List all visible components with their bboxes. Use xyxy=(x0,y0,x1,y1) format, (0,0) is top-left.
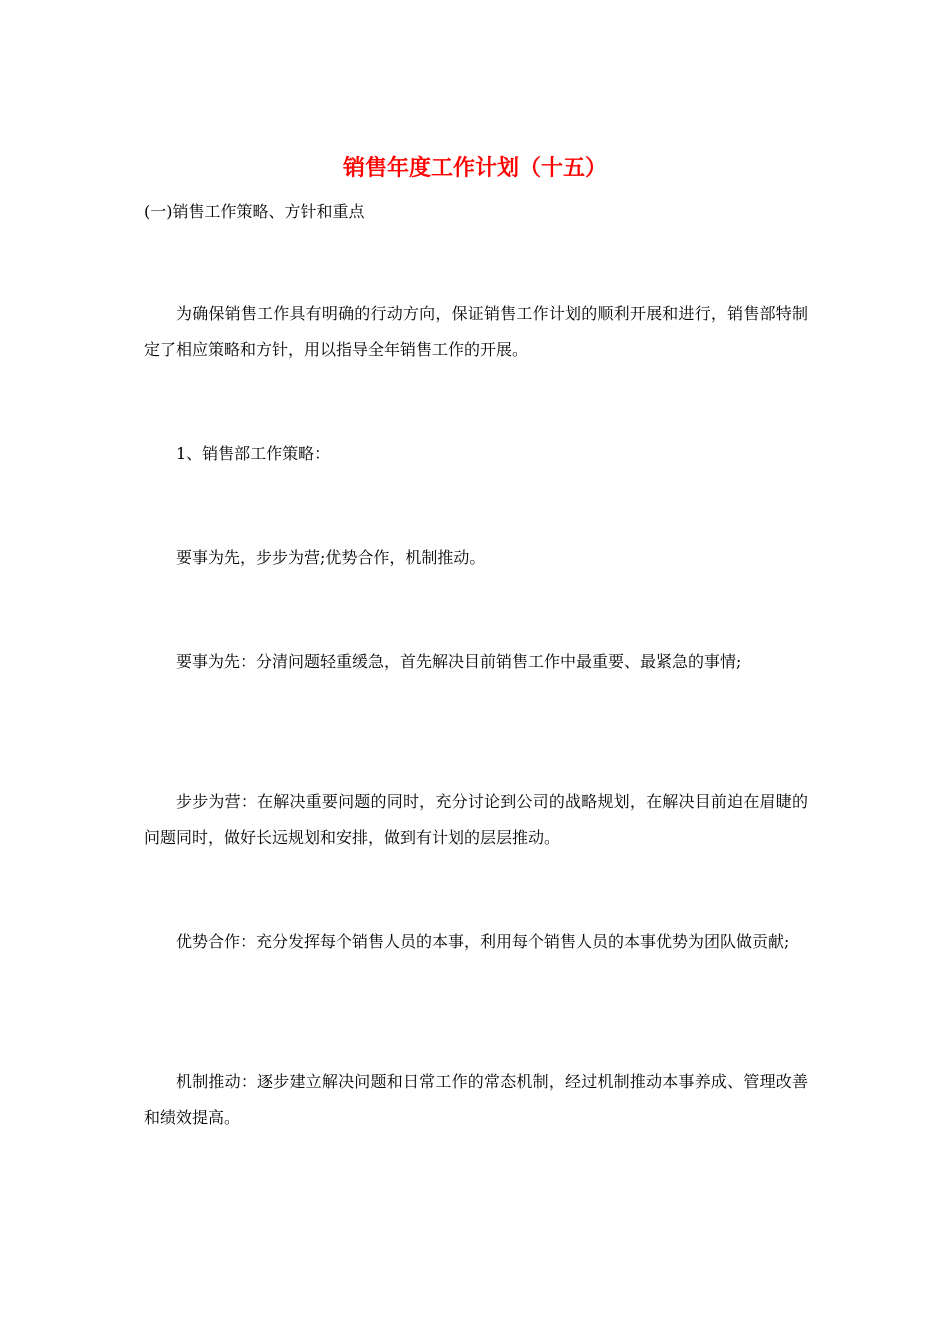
paragraph-priority-first: 要事为先：分清问题轻重缓急，首先解决目前销售工作中最重要、最紧急的事情; xyxy=(176,652,742,671)
section-heading: (一)销售工作策略、方针和重点 xyxy=(144,202,365,221)
paragraph-strategy-summary: 要事为先，步步为营;优势合作，机制推动。 xyxy=(176,548,486,567)
document-title: 销售年度工作计划（十五） xyxy=(342,155,607,181)
paragraph-strategy-heading: 1、销售部工作策略： xyxy=(176,444,331,463)
paragraph-advantage-cooperation: 优势合作：充分发挥每个销售人员的本事，利用每个销售人员的本事优势为团队做贡献; xyxy=(176,932,790,951)
paragraph-step-by-step: 步步为营：在解决重要问题的同时，充分讨论到公司的战略规划，在解决目前迫在眉睫的问题同时，做好长远规划和安排，做到有计划的层层推动。 xyxy=(144,792,808,847)
paragraph-intro: 为确保销售工作具有明确的行动方向，保证销售工作计划的顺利开展和进行，销售部特制定了相应策略和方针，用以指导全年销售工作的开展。 xyxy=(144,304,808,359)
paragraph-mechanism-driven: 机制推动：逐步建立解决问题和日常工作的常态机制，经过机制推动本事养成、管理改善和绩效提高。 xyxy=(144,1072,808,1127)
